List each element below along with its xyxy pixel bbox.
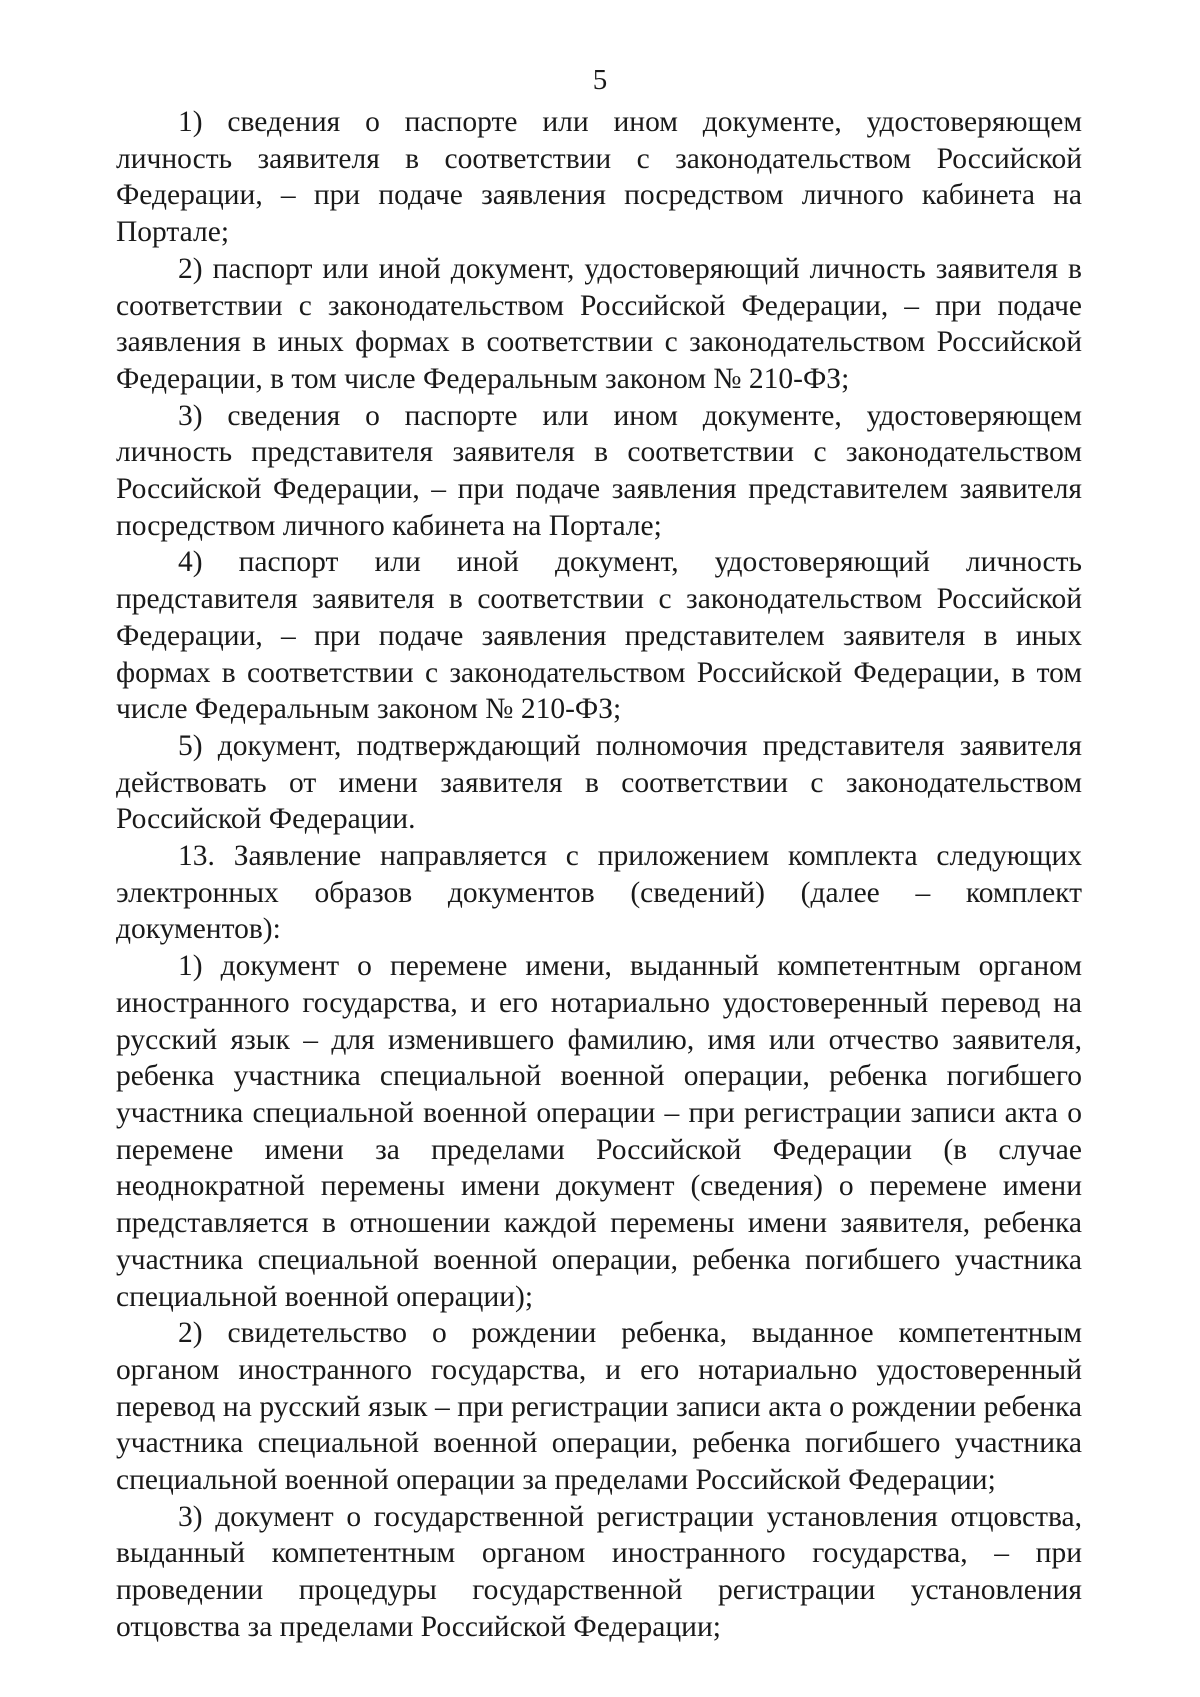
paragraph-section-13: 13. Заявление направляется с приложением комплекта следующих электронных образов документов (сведений) (далее – комплект документов): xyxy=(116,840,1082,946)
paragraph-item-4-representative-passport: 4) паспорт или иной документ, удостоверяющий личность представителя заявителя в соответствии с законодательством Российской Федерации, – при подаче заявления представителем заявителя в иных формах в соответствии с законодательством Российской Федерации, в том числе Федеральным законом № 210-ФЗ; xyxy=(116,546,1082,726)
page-number: 5 xyxy=(592,64,608,96)
paragraph-item-2-birth-certificate: 2) свидетельство о рождении ребенка, выданное компетентным органом иностранного государства, и его нотариально удостоверенный перевод на русский язык – при регистрации записи акта о рождении ребенка участника специальной военной операции, ребенка погибшего участника специальной военной операции за пределами Российской Федерации; xyxy=(116,1317,1082,1497)
paragraph-item-1-passport-info-portal: 1) сведения о паспорте или ином документе, удостоверяющем личность заявителя в соответствии с законодательством Российской Федерации, – при подаче заявления посредством личного кабинета на Портале; xyxy=(116,106,1082,249)
paragraph-item-1-name-change-document: 1) документ о перемене имени, выданный компетентным органом иностранного государства, и его нотариально удостоверенный перевод на русский язык – для изменившего фамилию, имя или отчество заявителя, ребенка участника специальной военной операции, ребенка погибшего участника специальной военной операции – при регистрации записи акта о перемене имени за пределами Российской Федерации (в случае неоднократной перемены имени документ (сведения) о перемене имени представляется в отношении каждой перемены имени заявителя, ребенка участника специальной военной операции, ребенка погибшего участника специальной военной операции); xyxy=(116,950,1082,1313)
document-body xyxy=(116,104,1082,1646)
paragraph-item-3-paternity-document: 3) документ о государственной регистрации установления отцовства, выданный компетентным органом иностранного государства, – при проведении процедуры государственной регистрации установления отцовства за пределами Российской Федерации; xyxy=(116,1500,1082,1643)
paragraph-item-2-passport-other-forms: 2) паспорт или иной документ, удостоверяющий личность заявителя в соответствии с законодательством Российской Федерации, – при подаче заявления в иных формах в соответствии с законодательством Российской Федерации, в том числе Федеральным законом № 210-ФЗ; xyxy=(116,252,1082,395)
paragraph-item-3-representative-passport-info: 3) сведения о паспорте или ином документе, удостоверяющем личность представителя заявителя в соответствии с законодательством Российской Федерации, – при подаче заявления представителем заявителя посредством личного кабинета на Портале; xyxy=(116,399,1082,542)
paragraph-item-5-authority-document: 5) документ, подтверждающий полномочия представителя заявителя действовать от имени заявителя в соответствии с законодательством Российской Федерации. xyxy=(116,729,1082,836)
